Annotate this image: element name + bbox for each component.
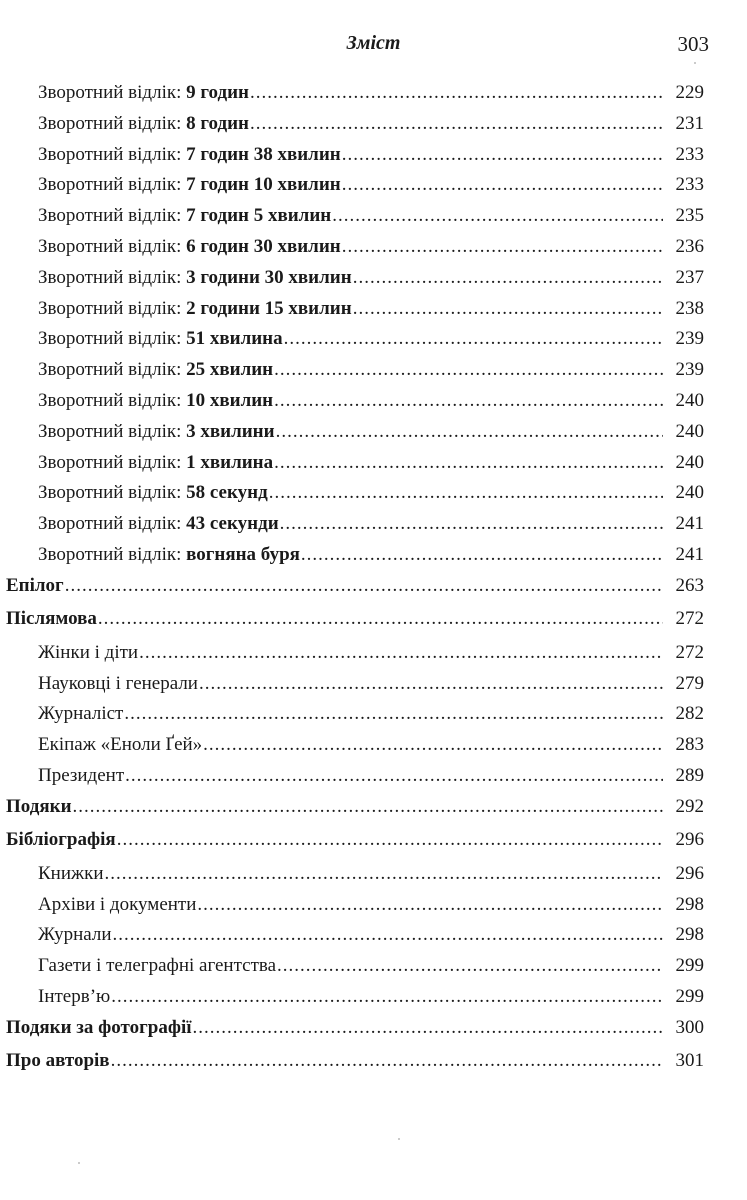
toc-page-number: 299: [675, 955, 704, 977]
toc-entry-suffix: 43 секунди: [186, 513, 279, 535]
toc-entry-prefix: Зворотний відлік:: [38, 543, 187, 565]
toc-subentry: [0, 734, 747, 765]
dot-leader: [250, 113, 663, 135]
dot-leader: [197, 894, 663, 916]
toc-subentry: [0, 513, 747, 544]
dot-leader: [98, 608, 663, 630]
toc-section-entry: [0, 575, 747, 609]
toc-entry-prefix: Зворотний відлік:: [38, 513, 187, 535]
toc-page-number: 229: [675, 82, 704, 103]
dot-leader: [111, 1050, 663, 1072]
toc-entry-prefix: Книжки: [38, 862, 104, 884]
table-of-contents: [0, 82, 747, 1084]
toc-page-number: 299: [675, 985, 704, 1007]
toc-page-number: 238: [675, 297, 704, 319]
toc-section-entry: [0, 829, 747, 863]
toc-subentry: [0, 174, 747, 205]
toc-entry-title: [6, 1017, 192, 1039]
toc-subentry: [0, 328, 747, 359]
toc-page-number: 240: [675, 451, 704, 473]
toc-entry-suffix: Подяки за фотографії: [6, 1016, 192, 1038]
toc-entry-prefix: Зворотний відлік:: [38, 359, 187, 381]
toc-entry-title: [38, 703, 123, 725]
toc-subentry: [0, 642, 747, 673]
toc-entry-title: [38, 205, 331, 227]
toc-page-number: 300: [675, 1016, 704, 1038]
toc-entry-prefix: Зворотний відлік:: [38, 266, 187, 288]
toc-page-number: 237: [675, 266, 704, 288]
toc-entry-prefix: Зворотний відлік:: [38, 82, 187, 103]
toc-entry-suffix: 8 годин: [186, 112, 249, 134]
toc-subentry: [0, 298, 747, 329]
toc-section-entry: [0, 1017, 747, 1051]
dot-leader: [284, 328, 663, 350]
dot-leader: [276, 421, 663, 443]
toc-entry-prefix: Зворотний відлік:: [38, 297, 187, 319]
toc-page-number: 272: [675, 608, 704, 630]
toc-entry-suffix: 3 хвилини: [186, 420, 275, 442]
toc-entry-title: [38, 174, 341, 196]
toc-entry-suffix: 2 години 15 хвилин: [186, 297, 352, 319]
toc-section-entry: [0, 796, 747, 830]
toc-entry-suffix: 1 хвилина: [186, 451, 274, 473]
dot-leader: [274, 452, 663, 474]
toc-entry-title: [38, 421, 275, 443]
toc-subentry: [0, 113, 747, 144]
toc-entry-suffix: 7 годин 10 хвилин: [186, 174, 341, 196]
toc-subentry: [0, 205, 747, 236]
toc-page-number: 235: [675, 205, 704, 227]
paper-speck: [694, 62, 696, 64]
dot-leader: [353, 267, 663, 289]
toc-entry-title: [6, 1050, 110, 1072]
toc-entry-prefix: Журнали: [38, 924, 112, 946]
toc-entry-prefix: Зворотний відлік:: [38, 451, 187, 473]
toc-entry-suffix: Бібліографія: [6, 829, 116, 851]
toc-subentry: [0, 924, 747, 955]
toc-entry-suffix: 7 годин 5 хвилин: [186, 205, 332, 227]
dot-leader: [274, 390, 663, 412]
toc-entry-title: [38, 236, 341, 258]
toc-subentry: [0, 894, 747, 925]
toc-page-number: 240: [675, 389, 704, 411]
toc-page-number: 239: [675, 328, 704, 350]
dot-leader: [342, 174, 663, 196]
toc-entry-prefix: Зворотний відлік:: [38, 389, 187, 411]
toc-subentry: [0, 236, 747, 267]
toc-subentry: [0, 986, 747, 1017]
toc-entry-title: [38, 298, 352, 320]
toc-entry-prefix: Газети і телеграфні агентства: [38, 955, 277, 977]
toc-entry-suffix: вогняна буря: [186, 543, 300, 565]
toc-page-number: 283: [675, 734, 704, 756]
toc-page-number: 298: [675, 893, 704, 915]
toc-entry-title: [38, 544, 300, 566]
dot-leader: [199, 673, 663, 695]
toc-entry-prefix: Зворотний відлік:: [38, 205, 187, 227]
toc-entry-title: [38, 642, 138, 664]
toc-entry-suffix: 51 хвилина: [186, 328, 283, 350]
toc-entry-title: [38, 82, 249, 104]
dot-leader: [280, 513, 663, 535]
paper-speck: [78, 1162, 80, 1164]
toc-entry-title: [6, 575, 64, 597]
toc-page-number: 241: [675, 543, 704, 565]
toc-entry-prefix: Зворотний відлік:: [38, 174, 187, 196]
dot-leader: [113, 924, 663, 946]
dot-leader: [353, 298, 663, 320]
toc-entry-title: [6, 829, 116, 851]
dot-leader: [301, 544, 663, 566]
toc-section-entry: [0, 1050, 747, 1084]
toc-entry-prefix: Зворотний відлік:: [38, 235, 187, 257]
toc-entry-title: [38, 144, 341, 166]
dot-leader: [139, 642, 663, 664]
toc-subentry: [0, 482, 747, 513]
toc-entry-title: [38, 267, 352, 289]
toc-section-entry: [0, 608, 747, 642]
toc-subentry: [0, 955, 747, 986]
toc-entry-title: [38, 328, 283, 350]
toc-entry-prefix: Архіви і документи: [38, 893, 197, 915]
dot-leader: [269, 482, 663, 504]
toc-entry-suffix: Про авторів: [6, 1050, 110, 1072]
toc-page-number: 231: [675, 112, 704, 134]
toc-page-number: 236: [675, 235, 704, 257]
toc-entry-title: [38, 986, 110, 1008]
toc-entry-prefix: Президент: [38, 764, 125, 786]
toc-page-number: 279: [675, 672, 704, 694]
dot-leader: [73, 796, 663, 818]
toc-entry-title: [38, 113, 249, 135]
toc-page-number: 233: [675, 143, 704, 165]
toc-subentry: [0, 452, 747, 483]
toc-entry-prefix: Зворотний відлік:: [38, 112, 187, 134]
paper-speck: [398, 1138, 400, 1140]
toc-entry-prefix: Екіпаж «Еноли Ґей»: [38, 734, 203, 756]
toc-entry-title: [38, 734, 202, 756]
dot-leader: [342, 144, 663, 166]
running-head: [0, 32, 747, 58]
toc-page-number: 263: [675, 574, 704, 596]
toc-page-number: 292: [675, 795, 704, 817]
toc-subentry: [0, 863, 747, 894]
toc-subentry: [0, 359, 747, 390]
toc-entry-suffix: 10 хвилин: [186, 389, 274, 411]
dot-leader: [124, 703, 663, 725]
toc-page-number: 296: [675, 829, 704, 851]
toc-subentry: [0, 544, 747, 575]
toc-page-number: 296: [675, 862, 704, 884]
toc-entry-title: [38, 924, 112, 946]
toc-page-number: 239: [675, 359, 704, 381]
toc-entry-suffix: Післямова: [6, 608, 97, 630]
toc-entry-prefix: Зворотний відлік:: [38, 328, 187, 350]
toc-page-number: 282: [675, 703, 704, 725]
toc-page-number: 233: [675, 174, 704, 196]
toc-page-number: 240: [675, 420, 704, 442]
page-number: 303: [677, 32, 709, 56]
toc-entry-suffix: 9 годин: [186, 82, 249, 103]
toc-page-number: 298: [675, 924, 704, 946]
toc-subentry: [0, 267, 747, 298]
toc-entry-title: [38, 359, 273, 381]
toc-entry-suffix: Подяки: [6, 795, 72, 817]
toc-entry-suffix: Епілог: [6, 574, 64, 596]
toc-entry-prefix: Зворотний відлік:: [38, 420, 187, 442]
toc-page-number: 240: [675, 482, 704, 504]
toc-entry-title: [6, 796, 72, 818]
dot-leader: [111, 986, 663, 1008]
toc-entry-prefix: Зворотний відлік:: [38, 482, 187, 504]
dot-leader: [193, 1017, 663, 1039]
toc-subentry: [0, 390, 747, 421]
dot-leader: [342, 236, 663, 258]
toc-page-number: 272: [675, 641, 704, 663]
dot-leader: [274, 359, 663, 381]
running-title: Зміст: [346, 32, 401, 54]
toc-page-number: 241: [675, 513, 704, 535]
toc-entry-prefix: Зворотний відлік:: [38, 143, 187, 165]
toc-subentry: [0, 82, 747, 113]
toc-entry-title: [38, 863, 104, 885]
toc-entry-suffix: 3 години 30 хвилин: [186, 266, 352, 288]
dot-leader: [203, 734, 663, 756]
toc-subentry: [0, 673, 747, 704]
dot-leader: [117, 829, 663, 851]
dot-leader: [277, 955, 663, 977]
dot-leader: [65, 575, 663, 597]
toc-entry-title: [38, 765, 124, 787]
toc-entry-title: [38, 482, 268, 504]
toc-entry-suffix: 25 хвилин: [186, 359, 274, 381]
dot-leader: [125, 765, 663, 787]
dot-leader: [250, 82, 663, 104]
toc-entry-prefix: Журналіст: [38, 703, 124, 725]
toc-entry-title: [38, 390, 273, 412]
dot-leader: [332, 205, 663, 227]
toc-entry-suffix: 6 годин 30 хвилин: [186, 235, 341, 257]
toc-entry-prefix: Науковці і генерали: [38, 672, 198, 694]
toc-entry-title: [38, 513, 279, 535]
toc-entry-prefix: Інтерв’ю: [38, 985, 111, 1007]
toc-subentry: [0, 421, 747, 452]
toc-entry-suffix: 7 годин 38 хвилин: [186, 143, 341, 165]
dot-leader: [105, 863, 663, 885]
toc-subentry: [0, 144, 747, 175]
toc-entry-title: [38, 955, 276, 977]
toc-page-number: 301: [675, 1050, 704, 1072]
toc-subentry: [0, 765, 747, 796]
toc-entry-title: [38, 452, 273, 474]
toc-entry-title: [6, 608, 97, 630]
toc-entry-title: [38, 894, 196, 916]
toc-entry-suffix: 58 секунд: [186, 482, 268, 504]
toc-entry-title: [38, 673, 198, 695]
toc-entry-prefix: Жінки і діти: [38, 641, 139, 663]
toc-subentry: [0, 703, 747, 734]
toc-page-number: 289: [675, 764, 704, 786]
